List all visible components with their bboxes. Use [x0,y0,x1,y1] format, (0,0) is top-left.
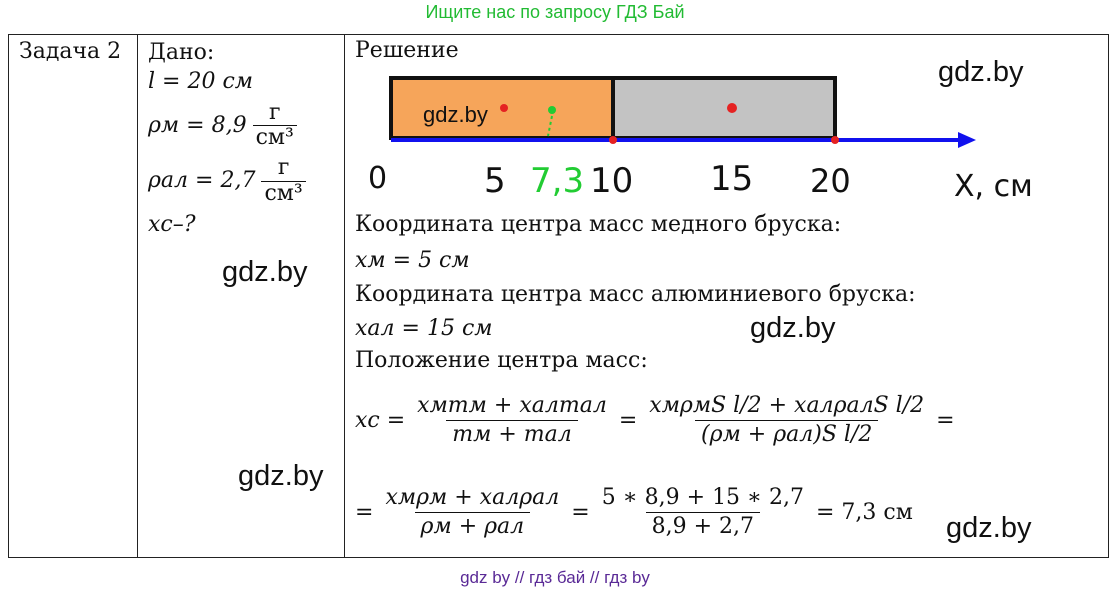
top-banner: Ищите нас по запросу ГДЗ Бай [425,2,685,22]
given-find: xc–? [148,211,196,237]
given-rho-copper [148,101,344,150]
mass-center-dot [548,106,556,114]
watermark-3: gdz.by [750,312,836,344]
formula-fraction-4-num: 5 ∗ 8,9 + 15 ∗ 2,7 [601,485,804,510]
rho-copper-unit-num: г [268,100,281,125]
aluminium-center-value: xал = 15 см [355,316,493,341]
formula-fraction-3-num: xмρм + xалρал [385,485,560,510]
rho-copper-unit [253,101,297,150]
aluminium-bar [613,78,835,138]
rho-copper-unit-den: см³ [253,125,297,150]
tick-5: 5 [484,161,506,201]
formula-result: = 7,3 см [815,500,913,526]
watermark-4: gdz.by [238,460,324,492]
solution-title: Решение [355,38,459,63]
task-label-cell [9,35,138,558]
copper-center-value: xм = 5 см [355,248,470,273]
copper-center-label: Координата центра масс медного бруска: [355,212,842,237]
formula-line-2 [355,484,913,541]
watermark-2: gdz.by [222,256,308,288]
formula-equals-3: = [355,500,374,526]
bottom-banner: gdz by // гдз бай // гдз by [460,568,650,587]
formula-equals-4: = [571,500,590,526]
mass-center-label: Положение центра масс: [355,348,648,373]
formula-line-1 [355,392,955,449]
given-length: l = 20 см [148,69,254,94]
end-dot [831,136,839,144]
formula-fraction-1-num: xмmм + xалmал [417,393,607,418]
tick-20: 20 [810,162,851,200]
aluminium-center-label: Координата центра масс алюминиевого бруска: [355,282,916,307]
x-axis-arrow [958,132,976,148]
tick-0: 0 [368,161,388,196]
formula-fraction-2-num: xмρмS l/2 + xалρалS l/2 [649,393,925,418]
formula-fraction-3 [379,484,565,541]
tick-10: 10 [590,161,634,201]
rho-aluminium-unit-den: см³ [261,181,305,206]
formula-fraction-4 [596,484,810,541]
rho-aluminium-unit-num: г [277,155,290,181]
tick-7-3: 7,3 [530,161,585,201]
formula-fraction-2-den: (ρм + ρал)S l/2 [695,420,878,449]
formula-equals-1: = [618,408,638,434]
formula-lhs: xc = [355,408,406,434]
formula-fraction-3-den: ρм + ρал [415,512,531,541]
rho-aluminium-unit [261,156,305,205]
formula-fraction-1 [411,392,613,449]
boundary-dot [609,136,617,144]
rho-aluminium-value: ρал = 2,7 [148,168,256,194]
aluminium-center-dot [727,103,737,113]
copper-center-dot [500,104,508,112]
watermark-5: gdz.by [946,512,1032,544]
axis-label: X, см [954,169,1033,204]
formula-fraction-1-den: mм + mал [446,420,578,449]
given-rho-aluminium [148,156,344,205]
rho-copper-value: ρм = 8,9 [148,112,247,138]
formula-fraction-2 [643,392,930,449]
given-title: Дано: [148,40,215,65]
bars-diagram [350,72,1070,212]
watermark-1: gdz.by [938,56,1024,88]
given-list [138,67,344,240]
bar-watermark: gdz.by [423,102,488,127]
tick-15: 15 [710,159,754,199]
task-label: Задача 2 [19,39,122,64]
formula-fraction-4-den: 8,9 + 2,7 [646,512,760,541]
formula-equals-2: = [936,408,955,434]
